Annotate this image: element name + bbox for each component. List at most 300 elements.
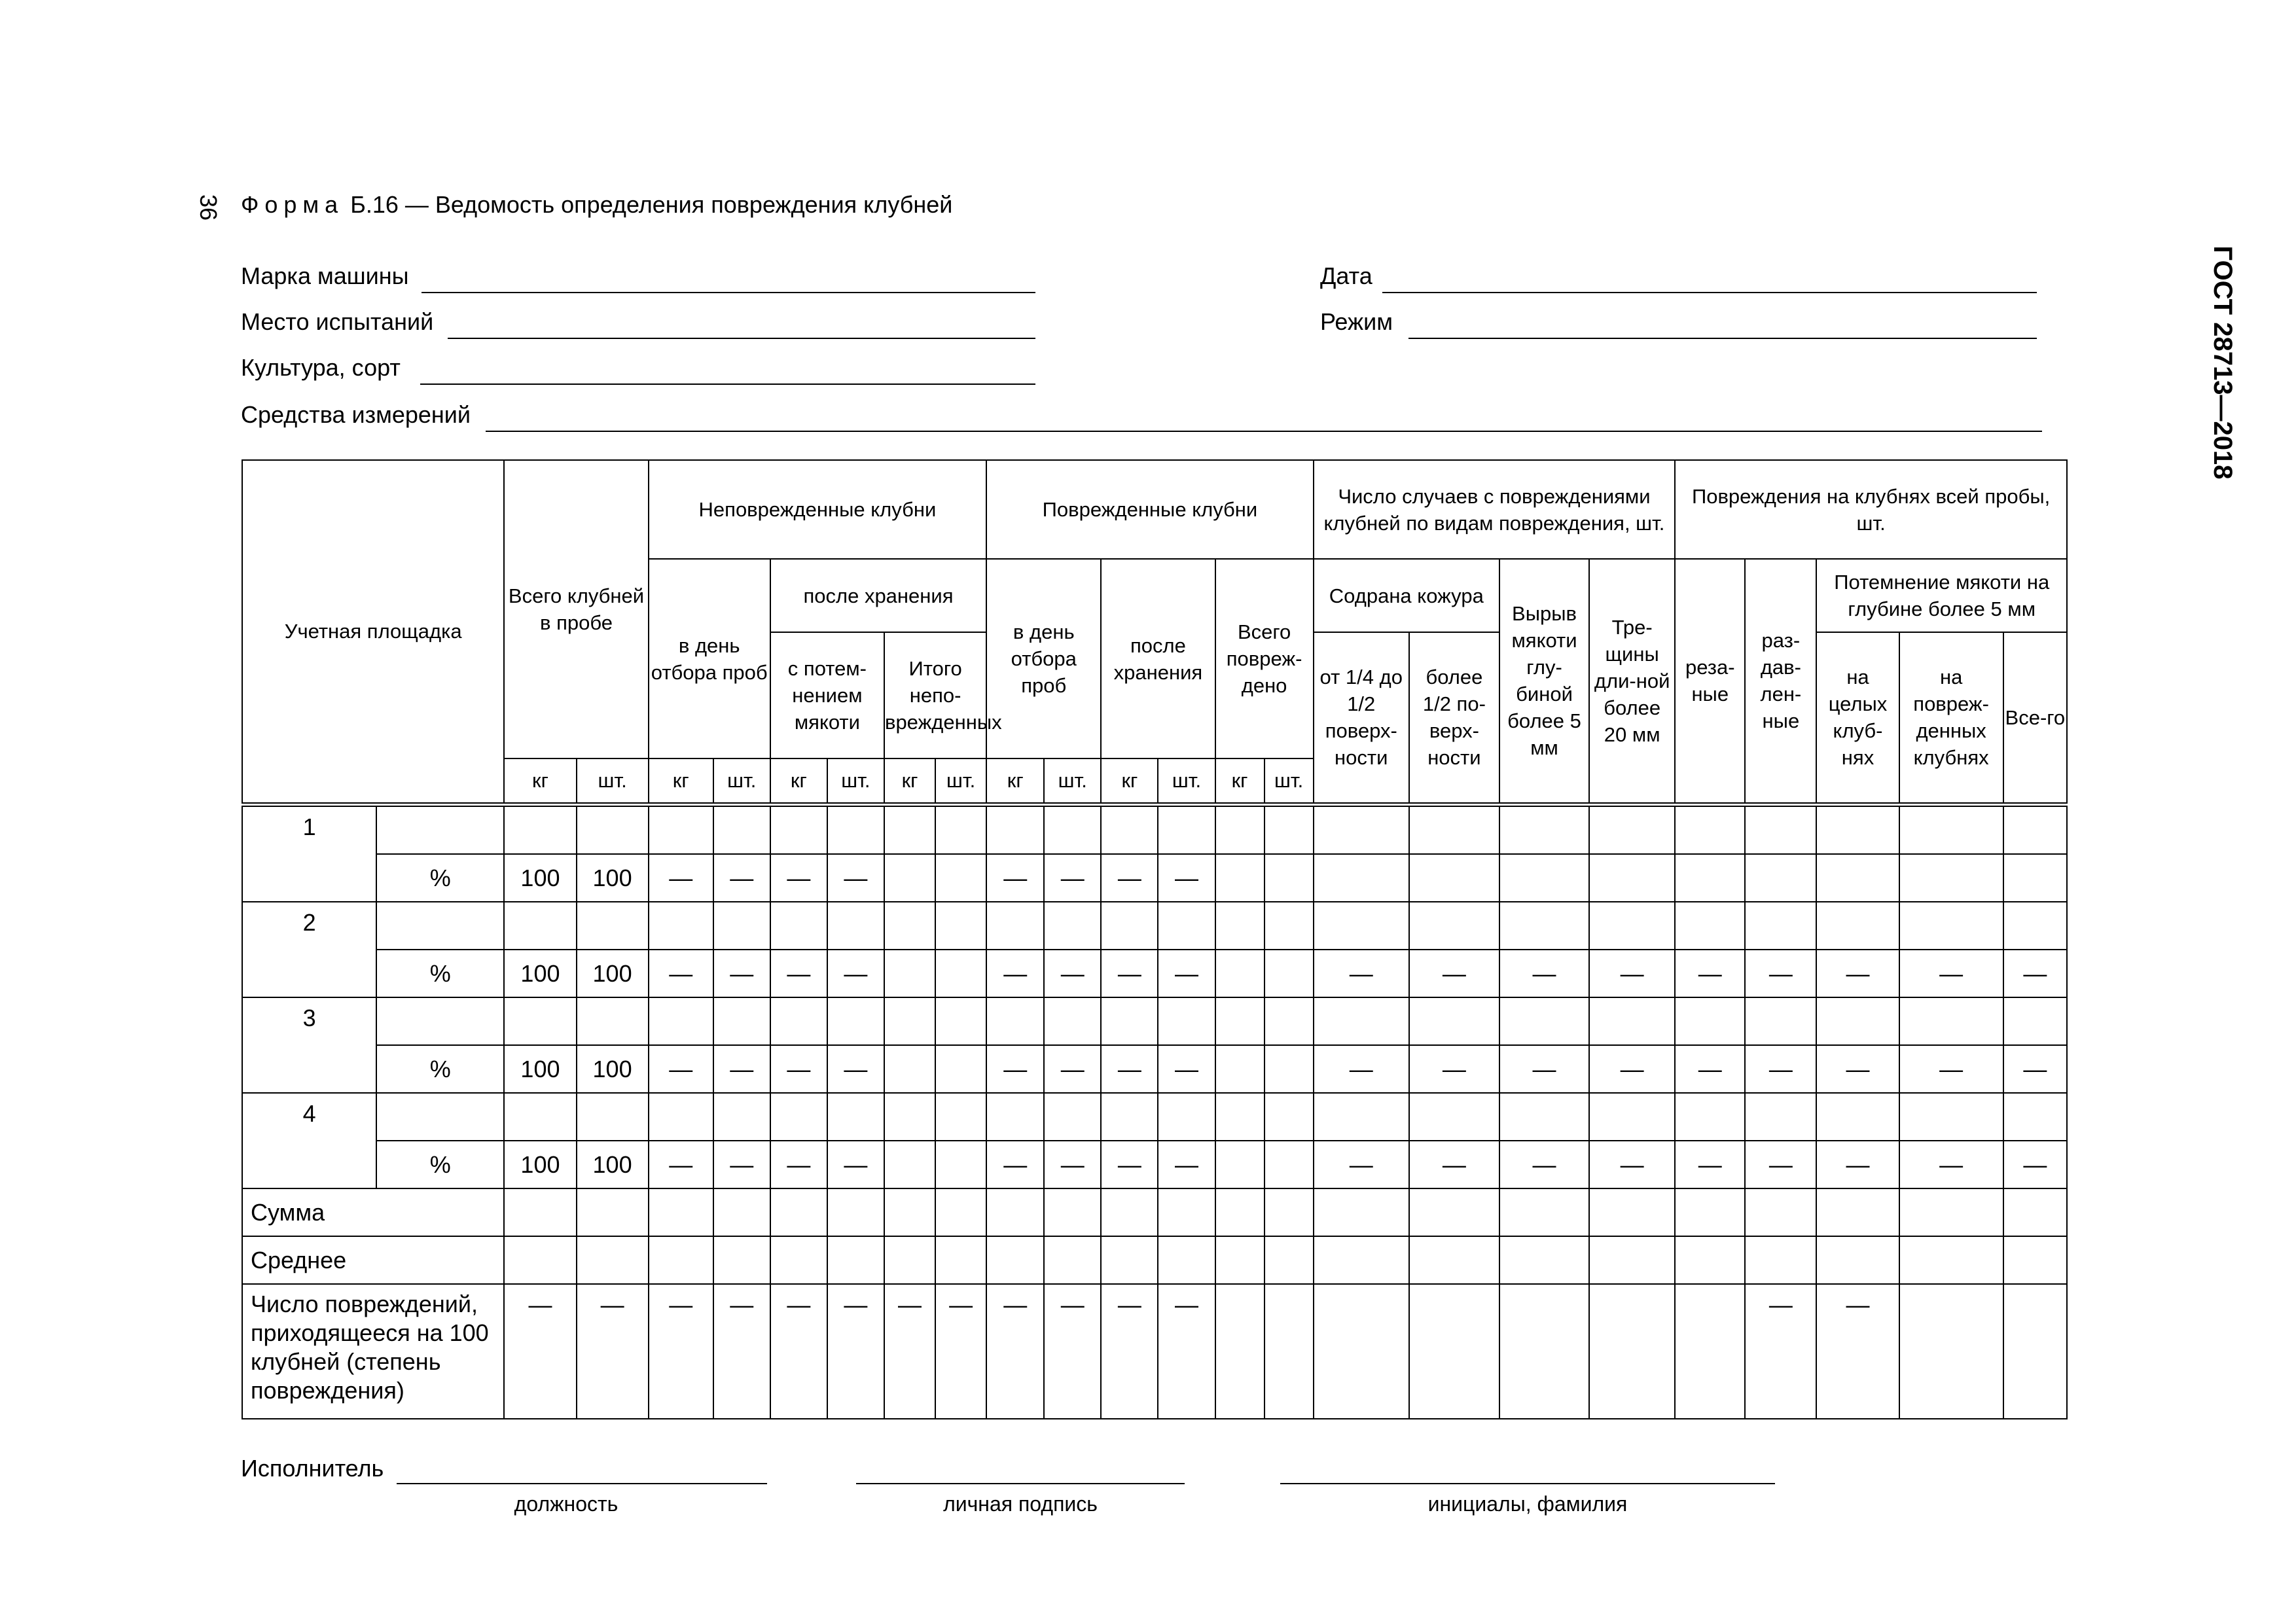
table-cell-entry[interactable] bbox=[2003, 997, 2067, 1045]
table-cell-entry[interactable] bbox=[1745, 902, 1816, 950]
sum-label: Сумма bbox=[242, 1188, 504, 1236]
table-cell-entry[interactable] bbox=[1745, 1236, 1816, 1284]
table-cell-entry[interactable] bbox=[1675, 1284, 1745, 1419]
table-cell: — bbox=[1899, 950, 2003, 997]
table-cell: — bbox=[577, 1284, 649, 1419]
table-cell-entry[interactable] bbox=[1409, 997, 1499, 1045]
table-cell: — bbox=[1314, 950, 1409, 997]
mode-label: Режим bbox=[1320, 308, 1393, 335]
table-cell-entry[interactable] bbox=[1101, 1093, 1158, 1141]
table-cell-entry[interactable] bbox=[1499, 997, 1589, 1045]
position-field[interactable] bbox=[397, 1483, 767, 1484]
area-number: 3 bbox=[242, 997, 376, 1093]
table-cell-entry[interactable] bbox=[1215, 804, 1265, 854]
table-cell-entry[interactable] bbox=[1745, 1188, 1816, 1236]
instruments-label: Средства измерений bbox=[241, 401, 471, 428]
crop-field[interactable] bbox=[420, 383, 1035, 385]
col-whole-sample: Повреждения на клубнях всей пробы, шт. bbox=[1675, 460, 2067, 559]
table-cell-entry[interactable] bbox=[649, 902, 713, 950]
table-cell-entry[interactable] bbox=[1816, 1093, 1899, 1141]
table-cell-entry[interactable] bbox=[1589, 1284, 1675, 1419]
table-cell-entry[interactable] bbox=[884, 1093, 935, 1141]
table-cell-entry[interactable] bbox=[1499, 1236, 1589, 1284]
table-row bbox=[242, 1093, 2067, 1141]
table-cell-entry[interactable] bbox=[1158, 804, 1215, 854]
table-cell-entry[interactable] bbox=[1265, 1141, 1314, 1188]
table-cell-entry[interactable] bbox=[1265, 950, 1314, 997]
table-cell-entry[interactable] bbox=[1899, 1093, 2003, 1141]
place-label: Место испытаний bbox=[241, 308, 434, 335]
table-cell: — bbox=[770, 1284, 827, 1419]
table-cell-entry[interactable] bbox=[1675, 902, 1745, 950]
col-cut: реза-ные bbox=[1675, 559, 1745, 804]
table-cell-entry[interactable] bbox=[1215, 854, 1265, 902]
table-cell: — bbox=[1409, 1045, 1499, 1093]
table-cell-entry[interactable] bbox=[770, 902, 827, 950]
place-field[interactable] bbox=[448, 338, 1035, 339]
table-cell-entry[interactable] bbox=[1101, 804, 1158, 854]
table-cell: — bbox=[986, 950, 1044, 997]
col-damaged-on-day: в день отбора проб bbox=[986, 559, 1101, 758]
table-cell-entry[interactable] bbox=[770, 1236, 827, 1284]
table-cell-entry[interactable] bbox=[1899, 1236, 2003, 1284]
table-cell: — bbox=[713, 950, 770, 997]
table-cell-entry[interactable] bbox=[1265, 1045, 1314, 1093]
unit-pcs: шт. bbox=[935, 758, 986, 804]
table-cell: — bbox=[649, 950, 713, 997]
table-cell-entry[interactable] bbox=[986, 804, 1044, 854]
col-cases: Число случаев с повреждениями клубней по видам повреждения, шт. bbox=[1314, 460, 1676, 559]
table-cell-entry[interactable] bbox=[649, 1236, 713, 1284]
table-cell-entry[interactable] bbox=[935, 1045, 986, 1093]
table-cell-entry[interactable] bbox=[1816, 1236, 1899, 1284]
table-cell-entry[interactable] bbox=[1265, 1188, 1314, 1236]
table-cell-entry[interactable] bbox=[770, 804, 827, 854]
table-cell-entry[interactable] bbox=[1409, 1188, 1499, 1236]
table-cell-entry[interactable] bbox=[1215, 1188, 1265, 1236]
table-cell-entry[interactable] bbox=[1675, 804, 1745, 854]
table-cell-entry[interactable] bbox=[935, 1236, 986, 1284]
table-cell-entry[interactable] bbox=[1265, 902, 1314, 950]
table-cell-entry[interactable] bbox=[1215, 997, 1265, 1045]
table-cell-entry[interactable] bbox=[713, 997, 770, 1045]
table-cell: — bbox=[649, 1284, 713, 1419]
table-cell-entry[interactable] bbox=[1409, 1284, 1499, 1419]
table-cell-entry[interactable] bbox=[1314, 854, 1409, 902]
form-title bbox=[241, 188, 952, 221]
percent-label: % bbox=[376, 1045, 504, 1093]
table-cell-entry[interactable] bbox=[1314, 1236, 1409, 1284]
percent-label: % bbox=[376, 854, 504, 902]
table-cell-entry[interactable] bbox=[1899, 997, 2003, 1045]
table-cell: — bbox=[770, 854, 827, 902]
table-cell-entry[interactable] bbox=[935, 804, 986, 854]
unit-pcs: шт. bbox=[713, 758, 770, 804]
table-cell-entry[interactable] bbox=[1899, 1188, 2003, 1236]
table-cell-entry[interactable] bbox=[2003, 1236, 2067, 1284]
table-cell-entry[interactable] bbox=[770, 1188, 827, 1236]
table-cell-entry[interactable] bbox=[1314, 1284, 1409, 1419]
table-cell-entry[interactable] bbox=[1499, 854, 1589, 902]
table-cell-entry[interactable] bbox=[1215, 950, 1265, 997]
table-cell-entry[interactable] bbox=[986, 1093, 1044, 1141]
table-cell-entry[interactable] bbox=[1265, 1093, 1314, 1141]
table-cell-entry[interactable] bbox=[884, 804, 935, 854]
table-cell: — bbox=[1499, 950, 1589, 997]
table-cell-entry[interactable] bbox=[1101, 997, 1158, 1045]
table-cell: — bbox=[827, 1141, 884, 1188]
table-cell: — bbox=[1409, 950, 1499, 997]
table-cell: — bbox=[827, 1045, 884, 1093]
table-cell: — bbox=[649, 1045, 713, 1093]
table-cell-entry[interactable] bbox=[1589, 902, 1675, 950]
table-cell-entry[interactable] bbox=[1265, 1236, 1314, 1284]
table-cell-entry[interactable] bbox=[1745, 997, 1816, 1045]
table-cell-entry[interactable] bbox=[1265, 997, 1314, 1045]
table-cell-entry[interactable] bbox=[935, 854, 986, 902]
table-cell: — bbox=[1101, 1284, 1158, 1419]
machine-field[interactable] bbox=[422, 292, 1035, 293]
col-cracks: Тре-щины дли-ной более 20 мм bbox=[1589, 559, 1675, 804]
table-cell-entry[interactable] bbox=[884, 1141, 935, 1188]
table-cell-entry[interactable] bbox=[577, 902, 649, 950]
table-cell-entry[interactable] bbox=[577, 804, 649, 854]
table-cell: — bbox=[1675, 950, 1745, 997]
table-cell-entry[interactable] bbox=[1675, 997, 1745, 1045]
damage-table bbox=[242, 459, 2068, 1419]
table-cell-entry[interactable] bbox=[1158, 1093, 1215, 1141]
table-cell: — bbox=[713, 854, 770, 902]
table-cell: — bbox=[1158, 1284, 1215, 1419]
table-cell-entry[interactable] bbox=[827, 1093, 884, 1141]
col-on-damaged: на повреж-денных клубнях bbox=[1899, 632, 2003, 804]
table-cell-entry[interactable] bbox=[1265, 854, 1314, 902]
table-cell-entry[interactable] bbox=[1816, 902, 1899, 950]
table-cell-entry[interactable] bbox=[1409, 902, 1499, 950]
table-cell-entry[interactable] bbox=[935, 997, 986, 1045]
table-cell-entry[interactable] bbox=[713, 804, 770, 854]
table-cell: 100 bbox=[504, 1141, 576, 1188]
table-cell-entry[interactable] bbox=[577, 1093, 649, 1141]
table-cell-entry[interactable] bbox=[1499, 1188, 1589, 1236]
table-cell-entry[interactable] bbox=[577, 1188, 649, 1236]
table-cell-entry[interactable] bbox=[1589, 1188, 1675, 1236]
table-cell: — bbox=[1158, 854, 1215, 902]
table-cell-entry[interactable] bbox=[713, 1093, 770, 1141]
table-cell-entry[interactable] bbox=[1899, 804, 2003, 854]
table-cell-entry[interactable] bbox=[1158, 1188, 1215, 1236]
table-cell-entry[interactable] bbox=[986, 997, 1044, 1045]
table-cell-entry[interactable] bbox=[1816, 804, 1899, 854]
table-cell: — bbox=[1499, 1045, 1589, 1093]
table-cell-entry[interactable] bbox=[1899, 1284, 2003, 1419]
machine-label: Марка машины bbox=[241, 262, 409, 289]
table-cell-entry[interactable] bbox=[935, 1188, 986, 1236]
table-cell-entry[interactable] bbox=[986, 1236, 1044, 1284]
table-cell-entry[interactable] bbox=[1499, 1284, 1589, 1419]
table-cell-entry[interactable] bbox=[1044, 1188, 1101, 1236]
table-cell-entry[interactable] bbox=[1314, 997, 1409, 1045]
table-cell-entry[interactable] bbox=[1265, 804, 1314, 854]
table-cell: — bbox=[1101, 1141, 1158, 1188]
unit-kg: кг bbox=[884, 758, 935, 804]
table-cell: 100 bbox=[577, 1045, 649, 1093]
table-cell-entry[interactable] bbox=[1409, 854, 1499, 902]
col-total-undamaged: Итого непо-врежденных bbox=[884, 632, 986, 758]
col-peeled: Содрана кожура bbox=[1314, 559, 1499, 632]
table-cell: — bbox=[1101, 854, 1158, 902]
table-cell-entry[interactable] bbox=[884, 902, 935, 950]
table-cell-entry[interactable] bbox=[504, 1093, 576, 1141]
position-caption: должность bbox=[514, 1492, 619, 1516]
table-cell: — bbox=[1745, 1045, 1816, 1093]
table-cell-entry[interactable] bbox=[1499, 1093, 1589, 1141]
col-pulp-torn: Вырыв мякоти глу-биной более 5 мм bbox=[1499, 559, 1589, 804]
table-cell: — bbox=[827, 854, 884, 902]
table-cell-entry[interactable] bbox=[884, 950, 935, 997]
col-undamaged-on-day: в день отбора проб bbox=[649, 559, 770, 758]
table-cell-entry[interactable] bbox=[1409, 804, 1499, 854]
executor-label: Исполнитель bbox=[241, 1455, 384, 1482]
standard-number: ГОСТ 28713—2018 bbox=[2208, 245, 2237, 480]
table-row bbox=[242, 804, 2067, 854]
table-cell-entry[interactable] bbox=[1215, 1236, 1265, 1284]
table-cell: — bbox=[1044, 1045, 1101, 1093]
table-cell-entry[interactable] bbox=[1101, 902, 1158, 950]
table-cell-entry[interactable] bbox=[577, 1236, 649, 1284]
table-cell-entry[interactable] bbox=[1044, 1236, 1101, 1284]
area-number: 2 bbox=[242, 902, 376, 997]
name-field[interactable] bbox=[1280, 1483, 1775, 1484]
table-cell: — bbox=[1589, 1045, 1675, 1093]
table-cell: — bbox=[770, 950, 827, 997]
table-cell-entry[interactable] bbox=[504, 997, 576, 1045]
table-cell-entry[interactable] bbox=[827, 902, 884, 950]
table-cell: 100 bbox=[577, 950, 649, 997]
table-cell-entry[interactable] bbox=[1675, 1236, 1745, 1284]
date-field[interactable] bbox=[1382, 292, 2037, 293]
table-cell: — bbox=[884, 1284, 935, 1419]
col-total: Всего клубней в пробе bbox=[504, 460, 648, 758]
table-cell-entry[interactable] bbox=[1158, 997, 1215, 1045]
table-cell-entry[interactable] bbox=[827, 1236, 884, 1284]
table-cell: — bbox=[649, 854, 713, 902]
table-cell: — bbox=[713, 1284, 770, 1419]
table-row bbox=[242, 1045, 2067, 1093]
col-damaged-after-storage: после хранения bbox=[1101, 559, 1215, 758]
table-cell-entry[interactable] bbox=[649, 1093, 713, 1141]
table-cell-entry[interactable] bbox=[1044, 1093, 1101, 1141]
table-cell-entry[interactable] bbox=[2003, 1188, 2067, 1236]
table-cell: — bbox=[2003, 1045, 2067, 1093]
table-cell: — bbox=[986, 854, 1044, 902]
signature-field[interactable] bbox=[856, 1483, 1185, 1484]
table-cell-entry[interactable] bbox=[2003, 1284, 2067, 1419]
table-cell-entry[interactable] bbox=[1409, 1236, 1499, 1284]
table-cell-entry[interactable] bbox=[1499, 902, 1589, 950]
table-cell-entry[interactable] bbox=[884, 854, 935, 902]
col-quarter-half: от 1/4 до 1/2 поверх-ности bbox=[1314, 632, 1409, 804]
unit-kg: кг bbox=[649, 758, 713, 804]
table-cell-entry[interactable] bbox=[1675, 1188, 1745, 1236]
damage-rate-row bbox=[242, 1284, 2067, 1419]
table-cell: — bbox=[827, 1284, 884, 1419]
table-cell: — bbox=[770, 1045, 827, 1093]
table-cell: — bbox=[1745, 950, 1816, 997]
table-cell: — bbox=[2003, 1141, 2067, 1188]
table-cell: — bbox=[2003, 950, 2067, 997]
table-cell-entry[interactable] bbox=[1589, 1093, 1675, 1141]
table-cell-entry[interactable] bbox=[504, 902, 576, 950]
table-cell-entry[interactable] bbox=[1044, 902, 1101, 950]
table-cell-entry[interactable] bbox=[884, 1188, 935, 1236]
table-cell-entry[interactable] bbox=[2003, 1093, 2067, 1141]
table-cell-entry[interactable] bbox=[1745, 804, 1816, 854]
table-cell-entry[interactable] bbox=[1499, 804, 1589, 854]
table-cell-entry[interactable] bbox=[827, 997, 884, 1045]
table-cell: — bbox=[986, 1141, 1044, 1188]
table-cell-entry[interactable] bbox=[504, 1236, 576, 1284]
unit-pcs: шт. bbox=[1265, 758, 1314, 804]
table-cell-entry[interactable] bbox=[504, 1188, 576, 1236]
unit-pcs: шт. bbox=[1158, 758, 1215, 804]
table-cell-entry[interactable] bbox=[376, 997, 504, 1045]
form-title-text: Б.16 — Ведомость определения повреждения клубней bbox=[350, 191, 953, 218]
unit-kg: кг bbox=[1101, 758, 1158, 804]
table-cell-entry[interactable] bbox=[1314, 902, 1409, 950]
table-cell-entry[interactable] bbox=[1314, 804, 1409, 854]
percent-label: % bbox=[376, 1141, 504, 1188]
table-cell-entry[interactable] bbox=[1158, 902, 1215, 950]
table-cell-entry[interactable] bbox=[884, 1045, 935, 1093]
average-row bbox=[242, 1236, 2067, 1284]
table-cell: 100 bbox=[504, 950, 576, 997]
table-cell-entry[interactable] bbox=[1044, 997, 1101, 1045]
mode-field[interactable] bbox=[1408, 338, 2037, 339]
table-cell: — bbox=[1745, 1284, 1816, 1419]
table-cell-entry[interactable] bbox=[1215, 1093, 1265, 1141]
table-cell-entry[interactable] bbox=[713, 902, 770, 950]
table-cell-entry[interactable] bbox=[1589, 854, 1675, 902]
table-cell-entry[interactable] bbox=[935, 950, 986, 997]
instruments-field[interactable] bbox=[486, 431, 2042, 432]
table-cell: — bbox=[649, 1141, 713, 1188]
table-cell: — bbox=[1044, 854, 1101, 902]
col-on-whole: на целых клуб-нях bbox=[1816, 632, 1899, 804]
table-cell-entry[interactable] bbox=[827, 804, 884, 854]
table-cell: — bbox=[1314, 1141, 1409, 1188]
table-cell: 100 bbox=[504, 1045, 576, 1093]
unit-pcs: шт. bbox=[1044, 758, 1101, 804]
table-cell-entry[interactable] bbox=[376, 804, 504, 854]
table-row bbox=[242, 997, 2067, 1045]
table-cell-entry[interactable] bbox=[1215, 902, 1265, 950]
table-cell-entry[interactable] bbox=[1044, 804, 1101, 854]
table-cell-entry[interactable] bbox=[935, 902, 986, 950]
table-cell-entry[interactable] bbox=[986, 1188, 1044, 1236]
table-cell-entry[interactable] bbox=[376, 902, 504, 950]
percent-label: % bbox=[376, 950, 504, 997]
table-cell-entry[interactable] bbox=[827, 1188, 884, 1236]
table-cell-entry[interactable] bbox=[884, 997, 935, 1045]
table-cell: — bbox=[1675, 1045, 1745, 1093]
table-cell-entry[interactable] bbox=[713, 1236, 770, 1284]
table-cell-entry[interactable] bbox=[1158, 1236, 1215, 1284]
table-cell: — bbox=[1044, 1284, 1101, 1419]
table-cell-entry[interactable] bbox=[1745, 854, 1816, 902]
average-label: Среднее bbox=[242, 1236, 504, 1284]
table-cell-entry[interactable] bbox=[2003, 902, 2067, 950]
col-undamaged-after-storage: после хранения bbox=[770, 559, 986, 632]
table-cell-entry[interactable] bbox=[1675, 854, 1745, 902]
table-cell-entry[interactable] bbox=[1101, 1188, 1158, 1236]
table-cell-entry[interactable] bbox=[2003, 854, 2067, 902]
table-cell: — bbox=[1816, 950, 1899, 997]
table-cell-entry[interactable] bbox=[1816, 997, 1899, 1045]
table-cell-entry[interactable] bbox=[1215, 1141, 1265, 1188]
table-cell-entry[interactable] bbox=[1589, 997, 1675, 1045]
col-undamaged: Неповрежденные клубни bbox=[649, 460, 987, 559]
table-cell-entry[interactable] bbox=[770, 997, 827, 1045]
table-cell: — bbox=[1675, 1141, 1745, 1188]
table-cell-entry[interactable] bbox=[649, 1188, 713, 1236]
table-cell-entry[interactable] bbox=[649, 997, 713, 1045]
table-cell-entry[interactable] bbox=[1589, 804, 1675, 854]
table-cell-entry[interactable] bbox=[1816, 1188, 1899, 1236]
table-cell-entry[interactable] bbox=[1314, 1093, 1409, 1141]
table-cell-entry[interactable] bbox=[884, 1236, 935, 1284]
table-cell: — bbox=[1158, 1045, 1215, 1093]
table-cell-entry[interactable] bbox=[649, 804, 713, 854]
table-cell: — bbox=[1409, 1141, 1499, 1188]
table-cell-entry[interactable] bbox=[1409, 1093, 1499, 1141]
table-cell: — bbox=[1314, 1045, 1409, 1093]
table-cell-entry[interactable] bbox=[1589, 1236, 1675, 1284]
table-cell-entry[interactable] bbox=[2003, 804, 2067, 854]
table-cell-entry[interactable] bbox=[1745, 1093, 1816, 1141]
table-cell-entry[interactable] bbox=[986, 902, 1044, 950]
table-cell-entry[interactable] bbox=[504, 804, 576, 854]
table-cell-entry[interactable] bbox=[1899, 854, 2003, 902]
table-cell: — bbox=[1158, 950, 1215, 997]
table-cell-entry[interactable] bbox=[1899, 902, 2003, 950]
unit-pcs: шт. bbox=[577, 758, 649, 804]
table-cell-entry[interactable] bbox=[713, 1188, 770, 1236]
table-cell: — bbox=[1044, 1141, 1101, 1188]
table-cell-entry[interactable] bbox=[770, 1093, 827, 1141]
table-cell-entry[interactable] bbox=[1215, 1284, 1265, 1419]
table-row bbox=[242, 1141, 2067, 1188]
table-cell-entry[interactable] bbox=[577, 997, 649, 1045]
table-cell-entry[interactable] bbox=[1816, 854, 1899, 902]
table-cell: — bbox=[1816, 1045, 1899, 1093]
table-cell: — bbox=[986, 1284, 1044, 1419]
table-cell-entry[interactable] bbox=[1101, 1236, 1158, 1284]
unit-kg: кг bbox=[986, 758, 1044, 804]
table-cell-entry[interactable] bbox=[935, 1093, 986, 1141]
form-label: Форма bbox=[241, 191, 344, 218]
col-with-darkening: с потем-нением мякоти bbox=[770, 632, 884, 758]
table-cell: 100 bbox=[577, 1141, 649, 1188]
table-cell-entry[interactable] bbox=[1675, 1093, 1745, 1141]
table-cell-entry[interactable] bbox=[935, 1141, 986, 1188]
table-cell-entry[interactable] bbox=[1215, 1045, 1265, 1093]
unit-kg: кг bbox=[1215, 758, 1265, 804]
table-cell-entry[interactable] bbox=[1314, 1188, 1409, 1236]
table-cell: — bbox=[1745, 1141, 1816, 1188]
table-cell-entry[interactable] bbox=[376, 1093, 504, 1141]
table-cell-entry[interactable] bbox=[1265, 1284, 1314, 1419]
